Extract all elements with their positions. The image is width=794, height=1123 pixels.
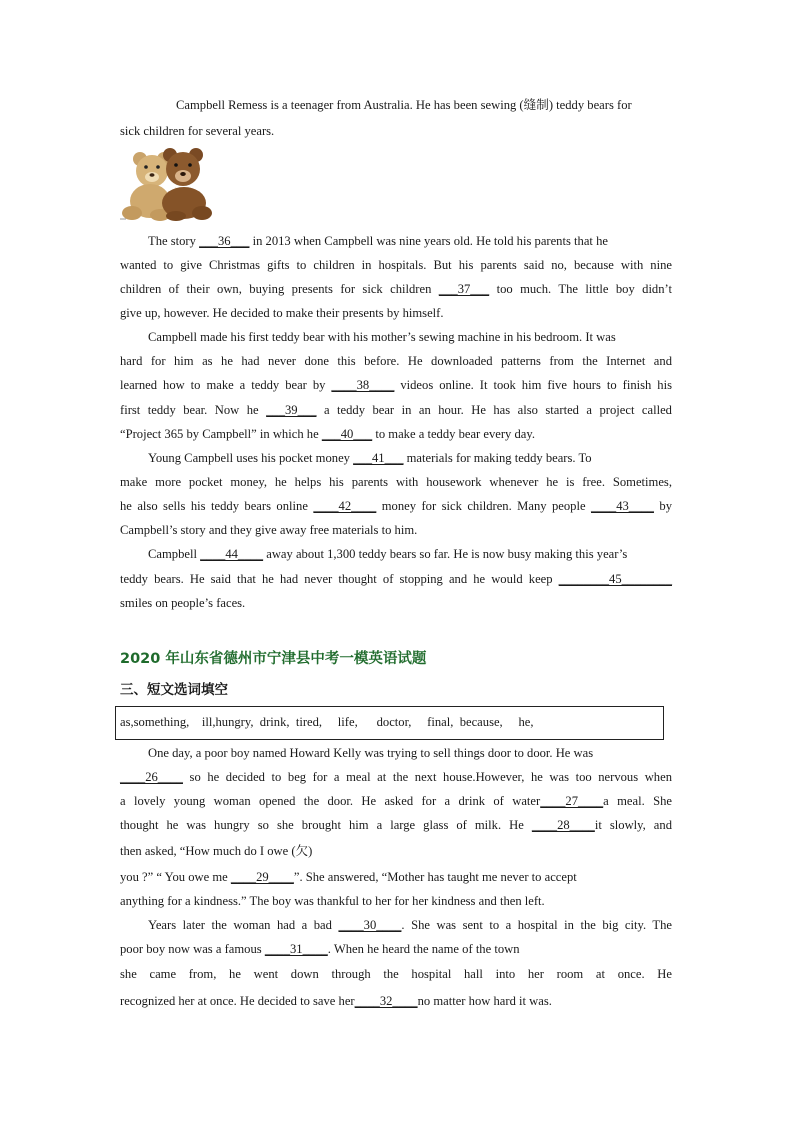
- line-text: Young Campbell uses his pocket money: [148, 451, 354, 465]
- line-text: too much. The little boy didn’t: [489, 282, 672, 296]
- answer-blank[interactable]: ____26____: [120, 770, 183, 784]
- line-text: in 2013 when Campbell was nine years old. He told his parents that he: [249, 234, 608, 248]
- text-line: [120, 256, 672, 274]
- text-line: [120, 816, 672, 834]
- text-line: [120, 892, 672, 910]
- answer-blank[interactable]: ____44____: [200, 547, 264, 561]
- line-text: The story: [148, 234, 200, 248]
- word-bank-box: [115, 706, 664, 740]
- line-text: money for sick children. Many people: [376, 499, 591, 513]
- text-line: [120, 768, 672, 786]
- line-text: so he decided to beg for a meal at the next house.However, he was too nervous when: [182, 770, 672, 784]
- answer-blank[interactable]: ____30____: [338, 918, 402, 932]
- line-text: by: [653, 499, 672, 513]
- intro-line-2: sick children for several years.: [120, 124, 275, 138]
- text-line: [120, 965, 672, 983]
- text-line: [120, 473, 672, 491]
- text-line: [120, 842, 672, 860]
- line-text: . When he heard the name of the town: [327, 942, 520, 956]
- line-text: materials for making teddy bears. To: [403, 451, 592, 465]
- text-line: [120, 594, 672, 612]
- line-text: a lovely young woman opened the door. He asked for a drink of water: [120, 794, 541, 808]
- text-line: [120, 792, 672, 810]
- line-text: poor boy now was a famous: [120, 942, 265, 956]
- answer-blank[interactable]: ____32____: [354, 994, 418, 1008]
- text-line: [148, 232, 672, 250]
- answer-blank[interactable]: ___37___: [438, 282, 490, 296]
- section-title: 三、短文选词填空: [120, 682, 228, 698]
- text-line: [120, 304, 672, 322]
- text-line: [120, 425, 672, 443]
- line-text: teddy bears. He said that he had never thought of stopping and he would keep: [120, 572, 559, 586]
- line-text: Campbell: [148, 547, 201, 561]
- answer-blank[interactable]: ____43____: [591, 499, 654, 513]
- text-line: [148, 449, 672, 467]
- answer-blank[interactable]: ___41___: [353, 451, 404, 465]
- answer-blank[interactable]: ________45________: [558, 572, 672, 586]
- exam-title: 2020 年山东省德州市宁津县中考一模英语试题: [120, 651, 427, 667]
- line-text: thought he was hungry so she brought him a large glass of milk. He: [120, 818, 532, 832]
- teddy-bears-image: [120, 145, 212, 221]
- answer-blank[interactable]: ____42____: [313, 499, 377, 513]
- line-text: first teddy bear. Now he: [120, 403, 267, 417]
- line-text: you ?” “ You owe me: [120, 870, 231, 884]
- line-text: make more pocket money, he helps his parents with housework whenever he is free. Sometimes,: [120, 475, 672, 489]
- line-text: learned how to make a teddy bear by: [120, 378, 332, 392]
- line-text: ”. She answered, “Mother has taught me never to accept: [293, 870, 577, 884]
- text-line: [148, 328, 672, 346]
- line-text: recognized her at once. He decided to save her: [120, 994, 355, 1008]
- text-line: [120, 280, 672, 298]
- line-text: . She was sent to a hospital in the big city. The: [401, 918, 673, 932]
- line-text: Campbell made his first teddy bear with his mother’s sewing machine in his bedroom. It was: [148, 330, 616, 344]
- line-text: then asked, “How much do I owe (欠): [120, 844, 313, 858]
- line-text: hard for him as he had never done this before. He downloaded patterns from the Internet and: [120, 354, 672, 368]
- text-line: [120, 521, 672, 539]
- answer-blank[interactable]: ____31____: [264, 942, 328, 956]
- text-line: [120, 940, 672, 958]
- line-text: a meal. She: [603, 794, 672, 808]
- answer-blank[interactable]: ____27____: [540, 794, 604, 808]
- text-line: [148, 545, 672, 563]
- text-line: [120, 570, 672, 588]
- line-text: smiles on people’s faces.: [120, 596, 246, 610]
- word-bank-text: as,something, ill,hungry, drink, tired, life, doctor, final, because, he,: [120, 715, 534, 729]
- answer-blank[interactable]: ____38____: [331, 378, 395, 392]
- line-text: he also sells his teddy bears online: [120, 499, 314, 513]
- line-text: give up, however. He decided to make their presents by himself.: [120, 306, 444, 320]
- intro-line-1: Campbell Remess is a teenager from Australia. He has been sewing (缝制) teddy bears for: [176, 98, 632, 112]
- answer-blank[interactable]: ___40___: [321, 427, 373, 441]
- line-text: a teddy bear in an hour. He has also started a project called: [316, 403, 672, 417]
- answer-blank[interactable]: ___36___: [199, 234, 250, 248]
- text-line: [120, 992, 672, 1010]
- text-line: [120, 497, 672, 515]
- line-text: wanted to give Christmas gifts to children in hospitals. But his parents said no, because with nine: [120, 258, 672, 272]
- line-text: “Project 365 by Campbell” in which he: [120, 427, 322, 441]
- text-line: [120, 376, 672, 394]
- line-text: children of their own, buying presents for sick children: [120, 282, 439, 296]
- line-text: Years later the woman had a bad: [148, 918, 339, 932]
- line-text: One day, a poor boy named Howard Kelly was trying to sell things door to door. He was: [148, 746, 594, 760]
- text-line: [148, 916, 672, 934]
- line-text: anything for a kindness.” The boy was thankful to her for her kindness and then left.: [120, 894, 545, 908]
- line-text: to make a teddy bear every day.: [372, 427, 536, 441]
- line-text: videos online. It took him five hours to finish his: [394, 378, 672, 392]
- answer-blank[interactable]: ___39___: [266, 403, 317, 417]
- answer-blank[interactable]: ____28____: [531, 818, 595, 832]
- text-line: [148, 744, 672, 762]
- line-text: she came from, he went down through the hospital hall into her room at once. He: [120, 967, 672, 981]
- line-text: no matter how hard it was.: [417, 994, 552, 1008]
- text-line: [120, 401, 672, 419]
- line-text: it slowly, and: [594, 818, 672, 832]
- text-line: [120, 868, 672, 886]
- answer-blank[interactable]: ____29____: [230, 870, 294, 884]
- line-text: away about 1,300 teddy bears so far. He is now busy making this year’s: [263, 547, 628, 561]
- text-line: [120, 352, 672, 370]
- line-text: Campbell’s story and they give away free materials to him.: [120, 523, 418, 537]
